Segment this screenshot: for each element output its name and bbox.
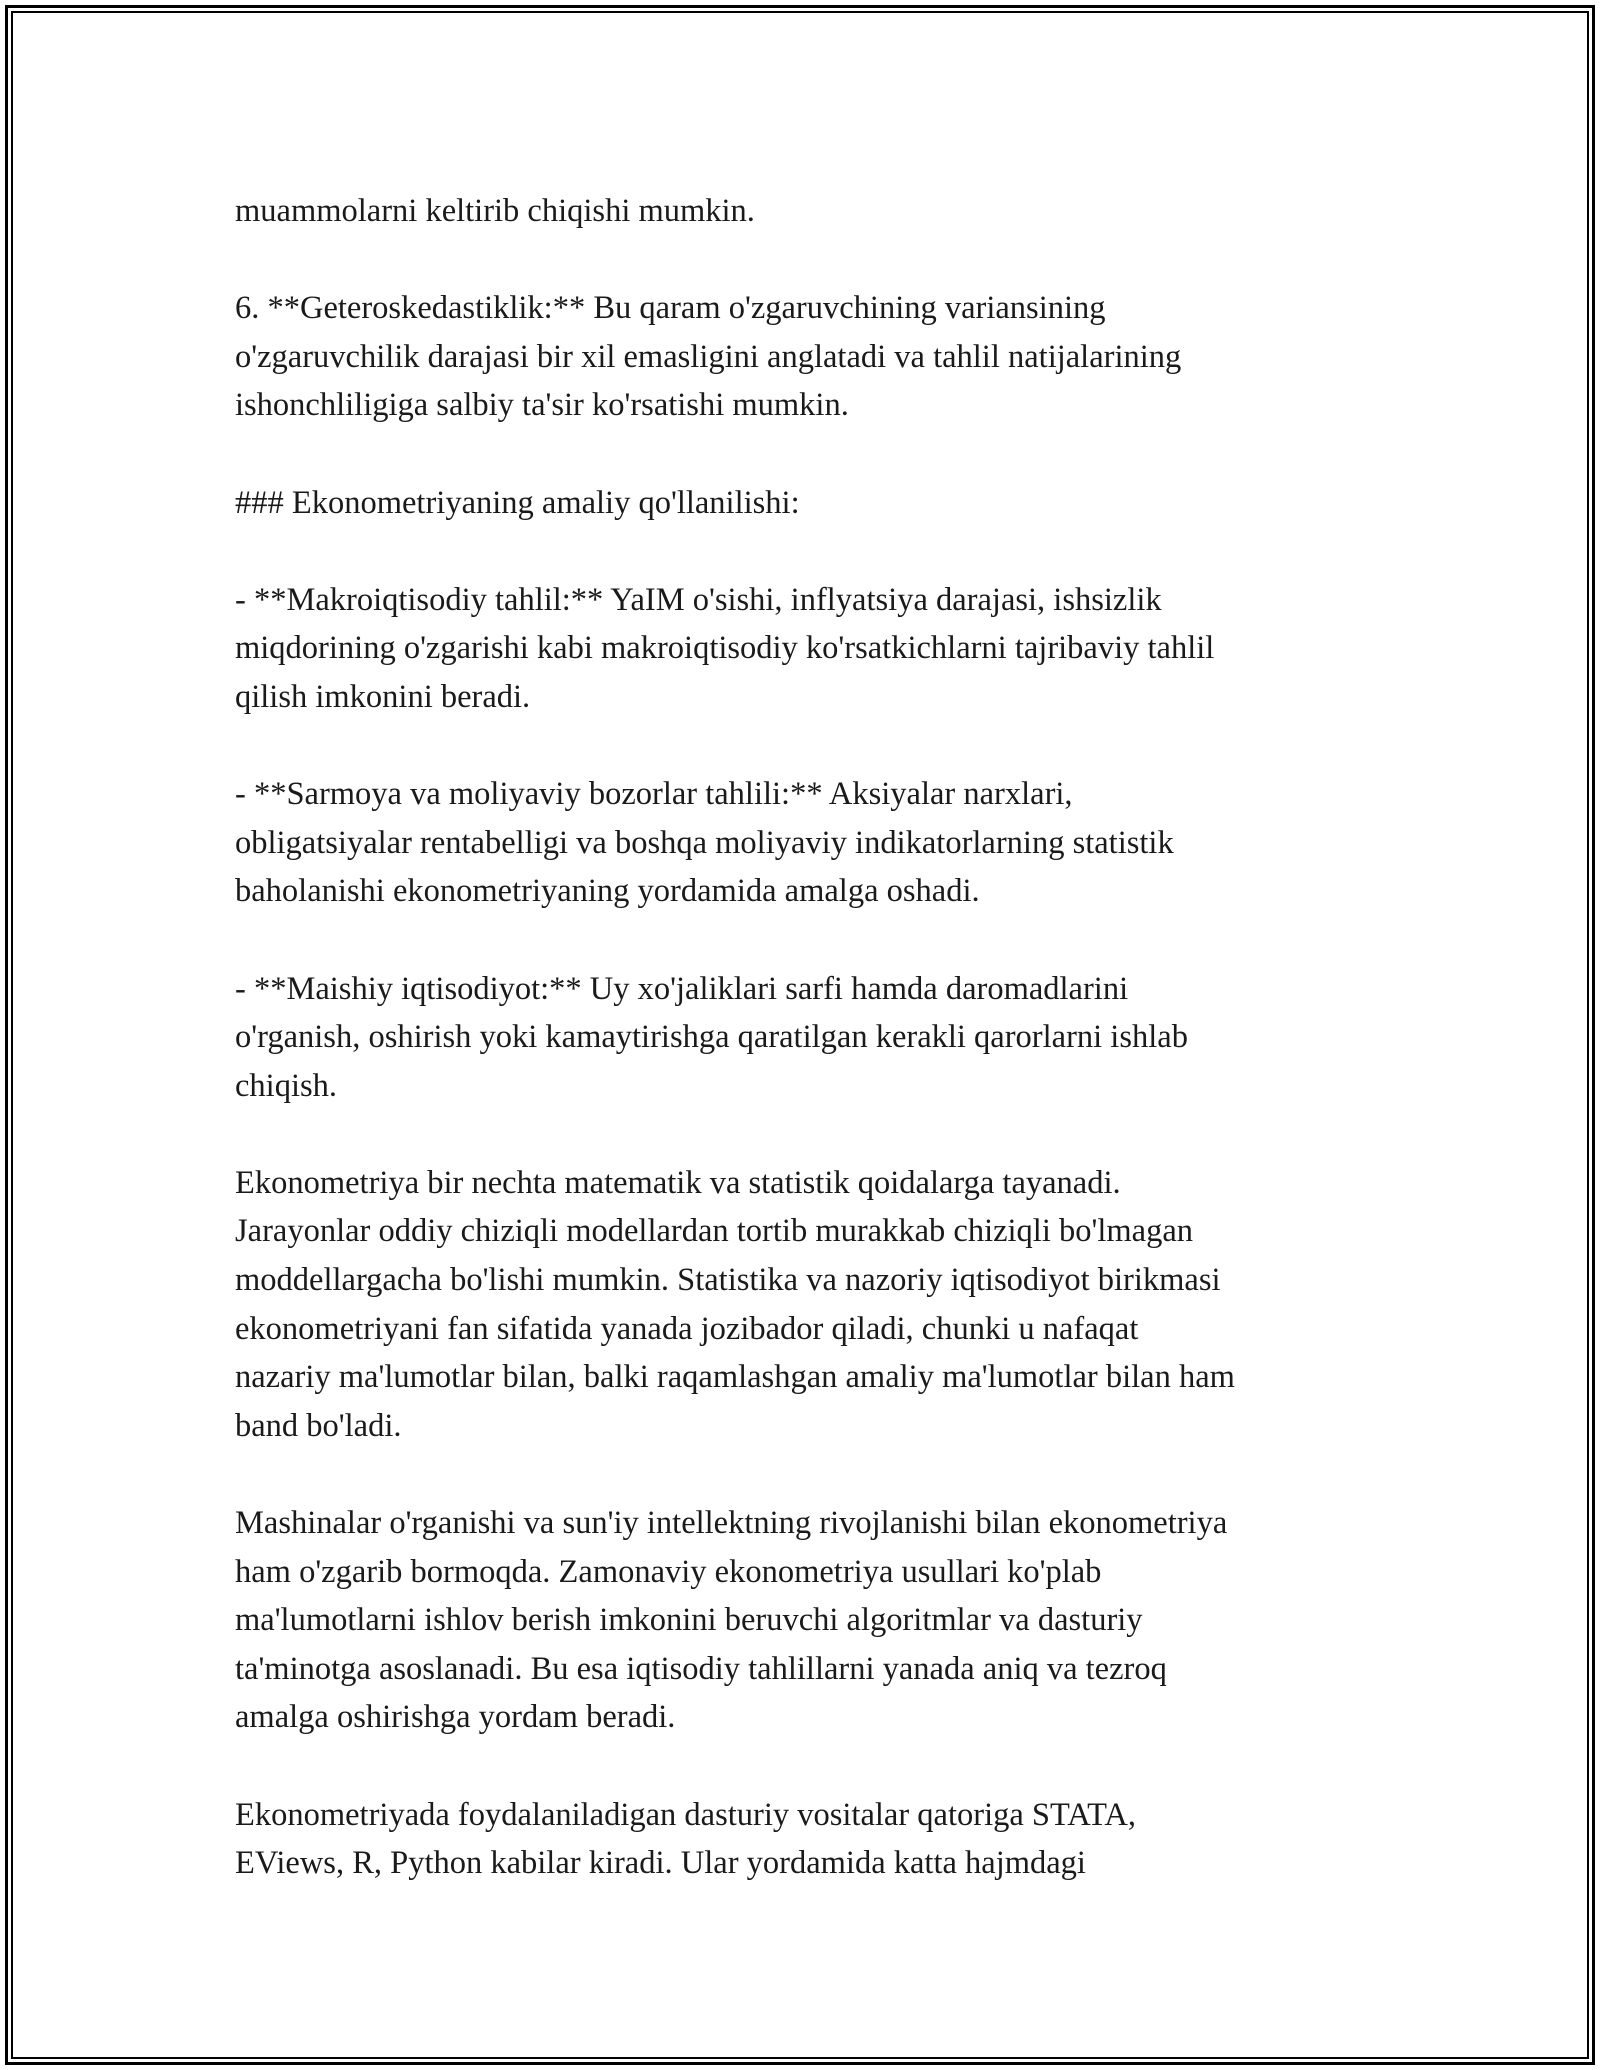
paragraph-foundations: Ekonometriya bir nechta matematik va statistik qoidalarga tayanadi. Jarayonlar oddiy chiziqli modellardan tortib murakkab chiziqli bo'lmagan moddellargacha bo'lishi mumkin. Statistika va nazoriy iqtisodiyot birikmasi ekonometriyani fan sifatida yanada jozibador qiladi, chunki u nafaqat nazariy ma'lumotlar bilan, balki raqamlashgan amaliy ma'lumotlar bilan ham band bo'ladi. xyxy=(235,1164,1235,1444)
list-item-heteroskedasticity: 6. **Geteroskedastiklik:** Bu qaram o'zgaruvchining variansining o'zgaruvchilik darajasi bir xil emasligini anglatadi va tahlil natijalarining ishonchliligiga salbiy ta'sir ko'rsatishi mumkin. xyxy=(235,290,1182,424)
paragraph-machine-learning: Mashinalar o'rganishi va sun'iy intellektning rivojlanishi bilan ekonometriya ham o'zgarib bormoqda. Zamonaviy ekonometriya usullari ko'plab ma'lumotlarni ishlov berish imkonini beruvchi algoritmlar va dasturiy ta'minotga asoslanadi. Bu esa iqtisodiy tahlillarni yanada aniq va tezroq amalga oshirishga yordam beradi. xyxy=(235,1505,1228,1736)
paragraph-software-tools: Ekonometriyada foydalaniladigan dasturiy vositalar qatoriga STATA, EViews, R, Python kabilar kiradi. Ular yordamida katta hajmdagi xyxy=(235,1796,1136,1882)
bullet-investment-markets: - **Sarmoya va moliyaviy bozorlar tahlili:** Aksiyalar narxlari, obligatsiyalar rentabelligi va boshqa moliyaviy indikatorlarning statistik baholanishi ekonometriyaning yordamida amalga oshadi. xyxy=(235,776,1174,910)
section-heading-applications: ### Ekonometriyaning amaliy qo'llanilishi: xyxy=(235,484,800,521)
paragraph-continuation: muammolarni keltirib chiqishi mumkin. xyxy=(235,193,755,229)
bullet-macroeconomic-analysis: - **Makroiqtisodiy tahlil:** YaIM o'sishi, inflyatsiya darajasi, ishsizlik miqdorining o'zgarishi kabi makroiqtisodiy ko'rsatkichlarni tajribaviy tahlil qilish imkonini beradi. xyxy=(235,581,1215,715)
bullet-household-economy: - **Maishiy iqtisodiyot:** Uy xo'jaliklari sarfi hamda daromadlarini o'rganish, oshirish yoki kamaytirishga qaratilgan kerakli qarorlarni ishlab chiqish. xyxy=(235,970,1188,1104)
document-body xyxy=(235,187,1385,1888)
